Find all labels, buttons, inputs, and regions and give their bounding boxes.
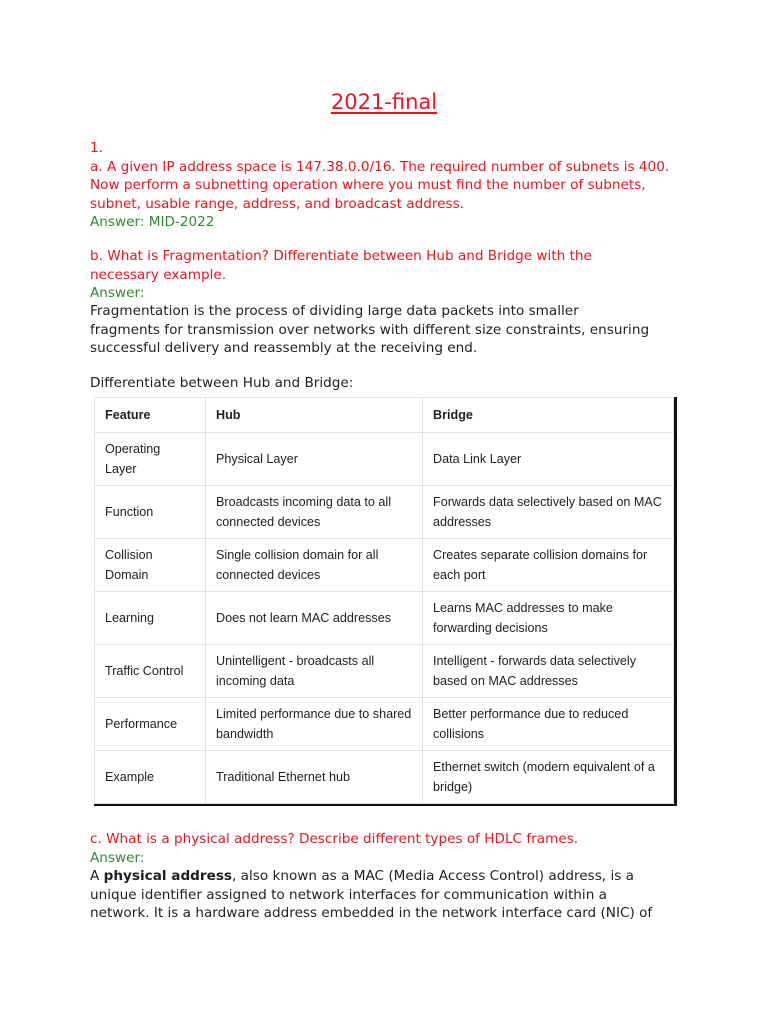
table-cell: Limited performance due to shared bandwidth xyxy=(206,698,423,751)
question-1c xyxy=(90,830,690,923)
table-row xyxy=(95,433,674,486)
table-cell: Operating Layer xyxy=(95,433,206,486)
table-cell: Forwards data selectively based on MAC addresses xyxy=(423,486,674,539)
table-cell: Learns MAC addresses to make forwarding decisions xyxy=(423,592,674,645)
table-cell: Collision Domain xyxy=(95,539,206,592)
paragraph-line: unique identifier assigned to network interfaces for communication within a xyxy=(90,886,607,903)
header-feature: Feature xyxy=(95,398,206,433)
table-cell: Broadcasts incoming data to all connected devices xyxy=(206,486,423,539)
question-number: 1. xyxy=(90,140,103,156)
hub-bridge-table xyxy=(94,397,674,804)
comparison-heading-text: Differentiate between Hub and Bridge: xyxy=(90,375,354,391)
table-cell: Unintelligent - broadcasts all incoming data xyxy=(206,645,423,698)
paragraph-line: fragments for transmission over networks with different size constraints, ensuring xyxy=(90,321,650,338)
paragraph-text: A xyxy=(90,868,104,884)
question-text-line: subnet, usable range, address, and broadcast address. xyxy=(90,195,464,212)
question-text-line: necessary example. xyxy=(90,266,227,283)
table-cell: Physical Layer xyxy=(206,433,423,486)
table-row xyxy=(95,486,674,539)
header-hub: Hub xyxy=(206,398,423,433)
answer-label: Answer: xyxy=(90,285,145,301)
paragraph-line: network. It is a hardware address embedded in the network interface card (NIC) of xyxy=(90,905,653,921)
fragmentation-description xyxy=(90,302,690,358)
table-header-row xyxy=(95,398,674,433)
paragraph-text: , also known as a MAC (Media Access Control) address, is a xyxy=(232,868,634,884)
paragraph-line: Fragmentation is the process of dividing large data packets into smaller xyxy=(90,303,579,319)
table-cell: Function xyxy=(95,486,206,539)
table-cell: Ethernet switch (modern equivalent of a bridge) xyxy=(423,751,674,804)
question-text-line: Now perform a subnetting operation where you must find the number of subnets, xyxy=(90,177,646,193)
hub-bridge-table-image xyxy=(94,397,677,806)
question-text-line: b. What is Fragmentation? Differentiate between Hub and Bridge with the xyxy=(90,248,592,264)
answer-label: Answer: MID-2022 xyxy=(90,214,215,230)
table-cell: Intelligent - forwards data selectively based on MAC addresses xyxy=(423,645,674,698)
question-1a xyxy=(90,139,690,232)
page-title: 2021-final xyxy=(330,90,438,114)
table-cell: Traffic Control xyxy=(95,645,206,698)
question-text-line: c. What is a physical address? Describe different types of HDLC frames. xyxy=(90,831,579,847)
table-cell: Traditional Ethernet hub xyxy=(206,751,423,804)
table-row xyxy=(95,592,674,645)
table-row xyxy=(95,645,674,698)
table-cell: Does not learn MAC addresses xyxy=(206,592,423,645)
answer-label: Answer: xyxy=(90,849,145,866)
question-1b xyxy=(90,247,690,303)
table-cell: Performance xyxy=(95,698,206,751)
table-row xyxy=(95,698,674,751)
table-row xyxy=(95,539,674,592)
header-bridge: Bridge xyxy=(423,398,674,433)
comparison-heading xyxy=(90,374,690,393)
table-cell: Better performance due to reduced collisions xyxy=(423,698,674,751)
table-cell: Single collision domain for all connected devices xyxy=(206,539,423,592)
table-cell: Learning xyxy=(95,592,206,645)
table-row xyxy=(95,751,674,804)
paragraph-line xyxy=(90,867,690,886)
physical-address-term: physical address xyxy=(103,868,233,884)
paragraph-line: successful delivery and reassembly at the receiving end. xyxy=(90,340,478,356)
table-cell: Example xyxy=(95,751,206,804)
table-cell: Creates separate collision domains for each port xyxy=(423,539,674,592)
table-cell: Data Link Layer xyxy=(423,433,674,486)
question-text-line: a. A given IP address space is 147.38.0.0/16. The required number of subnets is 400. xyxy=(90,158,670,175)
